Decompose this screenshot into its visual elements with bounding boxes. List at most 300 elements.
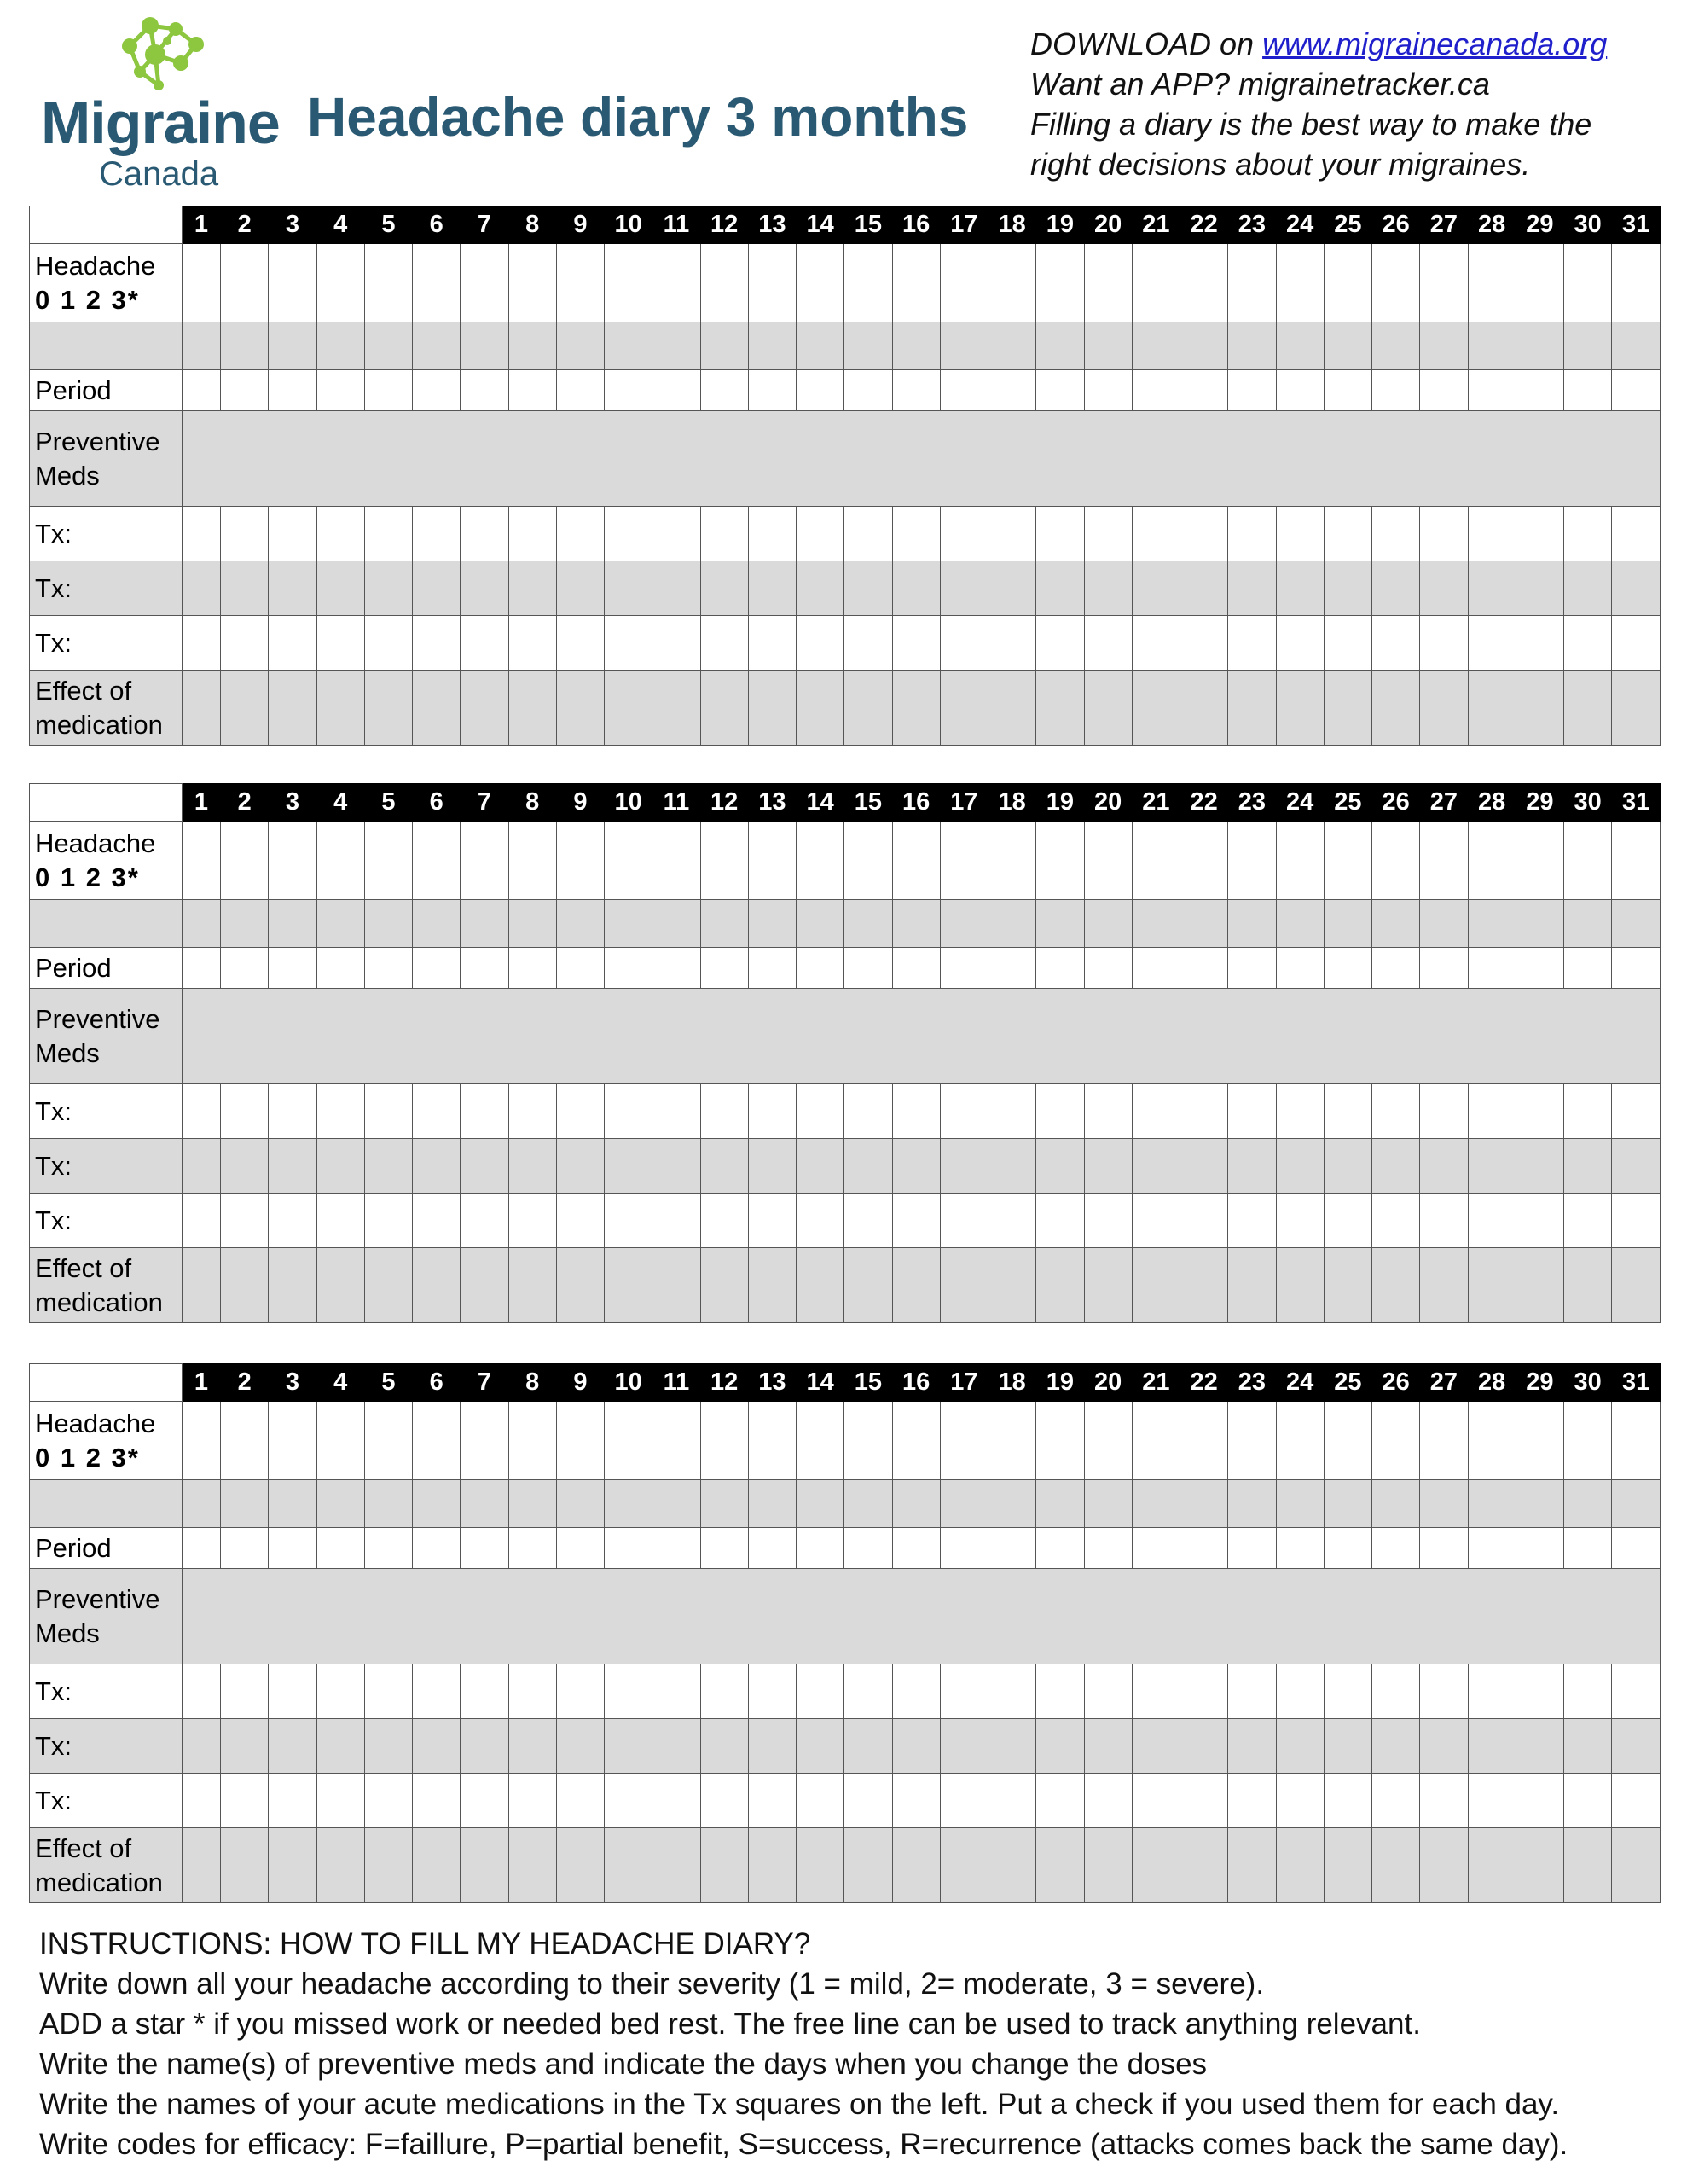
day-cell[interactable] <box>221 1719 269 1774</box>
day-cell[interactable] <box>556 616 604 671</box>
day-cell[interactable] <box>1372 1139 1420 1194</box>
day-cell[interactable] <box>700 322 748 370</box>
day-cell[interactable] <box>797 244 844 322</box>
day-cell[interactable] <box>461 1248 508 1323</box>
day-cell[interactable] <box>605 1480 652 1528</box>
day-cell[interactable] <box>605 948 652 989</box>
day-cell[interactable] <box>844 1480 892 1528</box>
day-cell[interactable] <box>940 1248 988 1323</box>
day-cell[interactable] <box>605 1402 652 1480</box>
day-cell[interactable] <box>652 1402 700 1480</box>
day-cell[interactable] <box>269 1194 316 1248</box>
day-cell[interactable] <box>221 1664 269 1719</box>
day-cell[interactable] <box>844 1719 892 1774</box>
day-cell[interactable] <box>364 1248 412 1323</box>
day-cell[interactable] <box>182 507 220 561</box>
day-cell[interactable] <box>1516 322 1563 370</box>
day-cell[interactable] <box>1372 322 1420 370</box>
day-cell[interactable] <box>413 1480 461 1528</box>
day-cell[interactable] <box>1420 561 1468 616</box>
day-cell[interactable] <box>797 1402 844 1480</box>
day-cell[interactable] <box>1612 1719 1661 1774</box>
day-cell[interactable] <box>797 822 844 900</box>
day-cell[interactable] <box>1180 561 1228 616</box>
day-cell[interactable] <box>1372 1828 1420 1903</box>
day-cell[interactable] <box>605 1139 652 1194</box>
day-cell[interactable] <box>892 561 940 616</box>
day-cell[interactable] <box>413 370 461 411</box>
day-cell[interactable] <box>364 1194 412 1248</box>
day-cell[interactable] <box>461 1402 508 1480</box>
day-cell[interactable] <box>1324 948 1371 989</box>
day-cell[interactable] <box>182 322 220 370</box>
day-cell[interactable] <box>1468 1528 1516 1569</box>
day-cell[interactable] <box>940 1480 988 1528</box>
day-cell[interactable] <box>1276 1480 1324 1528</box>
day-cell[interactable] <box>316 1719 364 1774</box>
day-cell[interactable] <box>1372 1528 1420 1569</box>
day-cell[interactable] <box>1324 671 1371 746</box>
day-cell[interactable] <box>700 507 748 561</box>
day-cell[interactable] <box>1180 1719 1228 1774</box>
day-cell[interactable] <box>1564 1480 1612 1528</box>
day-cell[interactable] <box>1276 1402 1324 1480</box>
day-cell[interactable] <box>556 1084 604 1139</box>
day-cell[interactable] <box>605 1828 652 1903</box>
day-cell[interactable] <box>1516 1194 1563 1248</box>
day-cell[interactable] <box>316 948 364 989</box>
day-cell[interactable] <box>1516 1774 1563 1828</box>
day-cell[interactable] <box>700 1528 748 1569</box>
day-cell[interactable] <box>182 244 220 322</box>
day-cell[interactable] <box>1276 1774 1324 1828</box>
day-cell[interactable] <box>1564 1828 1612 1903</box>
day-cell[interactable] <box>1228 616 1276 671</box>
day-cell[interactable] <box>1468 948 1516 989</box>
day-cell[interactable] <box>364 244 412 322</box>
preventive-meds-field[interactable] <box>182 1569 1660 1664</box>
day-cell[interactable] <box>652 1248 700 1323</box>
day-cell[interactable] <box>182 1480 220 1528</box>
day-cell[interactable] <box>605 1774 652 1828</box>
day-cell[interactable] <box>1468 1139 1516 1194</box>
day-cell[interactable] <box>1036 1084 1084 1139</box>
day-cell[interactable] <box>1564 616 1612 671</box>
day-cell[interactable] <box>1420 1719 1468 1774</box>
day-cell[interactable] <box>1516 244 1563 322</box>
day-cell[interactable] <box>844 1402 892 1480</box>
day-cell[interactable] <box>1084 1480 1132 1528</box>
day-cell[interactable] <box>1372 1480 1420 1528</box>
day-cell[interactable] <box>605 322 652 370</box>
day-cell[interactable] <box>844 1194 892 1248</box>
day-cell[interactable] <box>1564 322 1612 370</box>
day-cell[interactable] <box>508 244 556 322</box>
day-cell[interactable] <box>1228 1828 1276 1903</box>
day-cell[interactable] <box>1420 948 1468 989</box>
day-cell[interactable] <box>316 1084 364 1139</box>
day-cell[interactable] <box>844 322 892 370</box>
day-cell[interactable] <box>182 1402 220 1480</box>
day-cell[interactable] <box>1324 1248 1371 1323</box>
day-cell[interactable] <box>508 948 556 989</box>
day-cell[interactable] <box>1132 671 1180 746</box>
day-cell[interactable] <box>797 671 844 746</box>
day-cell[interactable] <box>797 1719 844 1774</box>
day-cell[interactable] <box>556 322 604 370</box>
day-cell[interactable] <box>1468 1828 1516 1903</box>
day-cell[interactable] <box>508 1828 556 1903</box>
day-cell[interactable] <box>1036 1528 1084 1569</box>
day-cell[interactable] <box>508 1719 556 1774</box>
day-cell[interactable] <box>1228 244 1276 322</box>
day-cell[interactable] <box>1468 1084 1516 1139</box>
day-cell[interactable] <box>605 1719 652 1774</box>
day-cell[interactable] <box>1084 507 1132 561</box>
day-cell[interactable] <box>1324 322 1371 370</box>
day-cell[interactable] <box>221 616 269 671</box>
day-cell[interactable] <box>1132 948 1180 989</box>
day-cell[interactable] <box>1516 948 1563 989</box>
day-cell[interactable] <box>1372 1194 1420 1248</box>
day-cell[interactable] <box>316 507 364 561</box>
day-cell[interactable] <box>1132 616 1180 671</box>
day-cell[interactable] <box>844 900 892 948</box>
day-cell[interactable] <box>652 370 700 411</box>
day-cell[interactable] <box>1276 1719 1324 1774</box>
day-cell[interactable] <box>413 822 461 900</box>
day-cell[interactable] <box>508 1402 556 1480</box>
day-cell[interactable] <box>797 1528 844 1569</box>
day-cell[interactable] <box>1420 822 1468 900</box>
day-cell[interactable] <box>1276 671 1324 746</box>
day-cell[interactable] <box>1084 616 1132 671</box>
day-cell[interactable] <box>556 1719 604 1774</box>
day-cell[interactable] <box>1324 561 1371 616</box>
day-cell[interactable] <box>269 1402 316 1480</box>
day-cell[interactable] <box>748 616 796 671</box>
day-cell[interactable] <box>269 948 316 989</box>
day-cell[interactable] <box>1084 948 1132 989</box>
day-cell[interactable] <box>508 900 556 948</box>
day-cell[interactable] <box>1372 507 1420 561</box>
day-cell[interactable] <box>316 1194 364 1248</box>
day-cell[interactable] <box>797 948 844 989</box>
day-cell[interactable] <box>556 948 604 989</box>
day-cell[interactable] <box>1612 900 1661 948</box>
day-cell[interactable] <box>1324 244 1371 322</box>
day-cell[interactable] <box>652 1828 700 1903</box>
day-cell[interactable] <box>413 671 461 746</box>
day-cell[interactable] <box>1132 900 1180 948</box>
day-cell[interactable] <box>221 1480 269 1528</box>
day-cell[interactable] <box>1468 822 1516 900</box>
day-cell[interactable] <box>1132 822 1180 900</box>
day-cell[interactable] <box>1612 1139 1661 1194</box>
day-cell[interactable] <box>797 616 844 671</box>
day-cell[interactable] <box>1516 507 1563 561</box>
day-cell[interactable] <box>364 1719 412 1774</box>
day-cell[interactable] <box>413 948 461 989</box>
day-cell[interactable] <box>1228 1194 1276 1248</box>
day-cell[interactable] <box>1084 1402 1132 1480</box>
day-cell[interactable] <box>1132 1719 1180 1774</box>
day-cell[interactable] <box>1516 1084 1563 1139</box>
day-cell[interactable] <box>988 1248 1036 1323</box>
day-cell[interactable] <box>797 1139 844 1194</box>
day-cell[interactable] <box>700 948 748 989</box>
day-cell[interactable] <box>892 507 940 561</box>
day-cell[interactable] <box>316 561 364 616</box>
day-cell[interactable] <box>413 1402 461 1480</box>
day-cell[interactable] <box>1180 1528 1228 1569</box>
day-cell[interactable] <box>1180 322 1228 370</box>
day-cell[interactable] <box>316 1402 364 1480</box>
day-cell[interactable] <box>1564 370 1612 411</box>
day-cell[interactable] <box>1612 1194 1661 1248</box>
day-cell[interactable] <box>700 1139 748 1194</box>
day-cell[interactable] <box>892 1248 940 1323</box>
day-cell[interactable] <box>221 1248 269 1323</box>
day-cell[interactable] <box>269 616 316 671</box>
day-cell[interactable] <box>1228 1139 1276 1194</box>
day-cell[interactable] <box>221 1084 269 1139</box>
day-cell[interactable] <box>269 671 316 746</box>
day-cell[interactable] <box>940 1194 988 1248</box>
day-cell[interactable] <box>748 322 796 370</box>
day-cell[interactable] <box>413 1084 461 1139</box>
day-cell[interactable] <box>940 1528 988 1569</box>
day-cell[interactable] <box>988 322 1036 370</box>
day-cell[interactable] <box>1228 1084 1276 1139</box>
day-cell[interactable] <box>797 1248 844 1323</box>
day-cell[interactable] <box>1132 1528 1180 1569</box>
day-cell[interactable] <box>700 561 748 616</box>
day-cell[interactable] <box>844 1774 892 1828</box>
day-cell[interactable] <box>1612 1480 1661 1528</box>
day-cell[interactable] <box>1516 1528 1563 1569</box>
day-cell[interactable] <box>940 671 988 746</box>
day-cell[interactable] <box>748 244 796 322</box>
day-cell[interactable] <box>1420 1664 1468 1719</box>
day-cell[interactable] <box>844 822 892 900</box>
day-cell[interactable] <box>1324 1480 1371 1528</box>
day-cell[interactable] <box>748 900 796 948</box>
day-cell[interactable] <box>700 244 748 322</box>
day-cell[interactable] <box>508 561 556 616</box>
day-cell[interactable] <box>1180 1402 1228 1480</box>
day-cell[interactable] <box>1564 1774 1612 1828</box>
day-cell[interactable] <box>1468 900 1516 948</box>
day-cell[interactable] <box>316 822 364 900</box>
day-cell[interactable] <box>652 244 700 322</box>
day-cell[interactable] <box>605 561 652 616</box>
day-cell[interactable] <box>1372 244 1420 322</box>
day-cell[interactable] <box>844 1248 892 1323</box>
day-cell[interactable] <box>413 244 461 322</box>
day-cell[interactable] <box>844 616 892 671</box>
day-cell[interactable] <box>182 1248 220 1323</box>
day-cell[interactable] <box>1036 561 1084 616</box>
day-cell[interactable] <box>221 900 269 948</box>
day-cell[interactable] <box>652 322 700 370</box>
day-cell[interactable] <box>940 1139 988 1194</box>
day-cell[interactable] <box>1132 1139 1180 1194</box>
day-cell[interactable] <box>892 1480 940 1528</box>
day-cell[interactable] <box>1324 1664 1371 1719</box>
day-cell[interactable] <box>1468 370 1516 411</box>
day-cell[interactable] <box>1372 561 1420 616</box>
day-cell[interactable] <box>748 671 796 746</box>
day-cell[interactable] <box>700 616 748 671</box>
day-cell[interactable] <box>364 1139 412 1194</box>
day-cell[interactable] <box>269 1664 316 1719</box>
day-cell[interactable] <box>1084 1084 1132 1139</box>
day-cell[interactable] <box>892 1084 940 1139</box>
day-cell[interactable] <box>652 1774 700 1828</box>
day-cell[interactable] <box>1132 1480 1180 1528</box>
day-cell[interactable] <box>1324 1194 1371 1248</box>
day-cell[interactable] <box>556 1402 604 1480</box>
day-cell[interactable] <box>1180 1664 1228 1719</box>
day-cell[interactable] <box>556 1480 604 1528</box>
day-cell[interactable] <box>988 1828 1036 1903</box>
day-cell[interactable] <box>1036 370 1084 411</box>
preventive-meds-field[interactable] <box>182 411 1660 507</box>
day-cell[interactable] <box>892 616 940 671</box>
day-cell[interactable] <box>364 1084 412 1139</box>
day-cell[interactable] <box>1228 1402 1276 1480</box>
day-cell[interactable] <box>1372 948 1420 989</box>
day-cell[interactable] <box>413 1828 461 1903</box>
day-cell[interactable] <box>461 900 508 948</box>
day-cell[interactable] <box>652 671 700 746</box>
day-cell[interactable] <box>1564 244 1612 322</box>
day-cell[interactable] <box>940 322 988 370</box>
day-cell[interactable] <box>748 1480 796 1528</box>
day-cell[interactable] <box>1228 1248 1276 1323</box>
day-cell[interactable] <box>413 1774 461 1828</box>
day-cell[interactable] <box>1180 1248 1228 1323</box>
day-cell[interactable] <box>1228 561 1276 616</box>
day-cell[interactable] <box>748 1719 796 1774</box>
day-cell[interactable] <box>1564 1248 1612 1323</box>
day-cell[interactable] <box>182 616 220 671</box>
day-cell[interactable] <box>700 822 748 900</box>
day-cell[interactable] <box>892 1528 940 1569</box>
day-cell[interactable] <box>221 1828 269 1903</box>
day-cell[interactable] <box>1372 1248 1420 1323</box>
day-cell[interactable] <box>940 1774 988 1828</box>
day-cell[interactable] <box>1180 822 1228 900</box>
day-cell[interactable] <box>413 322 461 370</box>
day-cell[interactable] <box>844 370 892 411</box>
day-cell[interactable] <box>556 244 604 322</box>
day-cell[interactable] <box>1036 948 1084 989</box>
day-cell[interactable] <box>182 561 220 616</box>
day-cell[interactable] <box>1564 1084 1612 1139</box>
day-cell[interactable] <box>221 1402 269 1480</box>
day-cell[interactable] <box>1324 1139 1371 1194</box>
day-cell[interactable] <box>940 822 988 900</box>
day-cell[interactable] <box>461 948 508 989</box>
day-cell[interactable] <box>1276 616 1324 671</box>
day-cell[interactable] <box>700 1664 748 1719</box>
day-cell[interactable] <box>652 1084 700 1139</box>
day-cell[interactable] <box>1564 1719 1612 1774</box>
day-cell[interactable] <box>461 507 508 561</box>
day-cell[interactable] <box>748 822 796 900</box>
day-cell[interactable] <box>1084 1248 1132 1323</box>
day-cell[interactable] <box>892 900 940 948</box>
day-cell[interactable] <box>413 616 461 671</box>
day-cell[interactable] <box>182 1194 220 1248</box>
day-cell[interactable] <box>1036 900 1084 948</box>
day-cell[interactable] <box>1276 244 1324 322</box>
day-cell[interactable] <box>652 507 700 561</box>
day-cell[interactable] <box>892 370 940 411</box>
day-cell[interactable] <box>797 507 844 561</box>
day-cell[interactable] <box>1612 671 1661 746</box>
day-cell[interactable] <box>1036 1248 1084 1323</box>
day-cell[interactable] <box>748 1774 796 1828</box>
day-cell[interactable] <box>748 1664 796 1719</box>
day-cell[interactable] <box>269 1480 316 1528</box>
day-cell[interactable] <box>364 370 412 411</box>
day-cell[interactable] <box>1180 507 1228 561</box>
day-cell[interactable] <box>1228 900 1276 948</box>
day-cell[interactable] <box>1036 822 1084 900</box>
day-cell[interactable] <box>1276 1139 1324 1194</box>
day-cell[interactable] <box>605 370 652 411</box>
day-cell[interactable] <box>508 1248 556 1323</box>
day-cell[interactable] <box>269 322 316 370</box>
day-cell[interactable] <box>797 322 844 370</box>
day-cell[interactable] <box>605 900 652 948</box>
day-cell[interactable] <box>1468 1402 1516 1480</box>
day-cell[interactable] <box>1084 370 1132 411</box>
day-cell[interactable] <box>508 616 556 671</box>
day-cell[interactable] <box>1612 507 1661 561</box>
day-cell[interactable] <box>182 900 220 948</box>
day-cell[interactable] <box>748 1084 796 1139</box>
day-cell[interactable] <box>1180 1774 1228 1828</box>
day-cell[interactable] <box>1372 900 1420 948</box>
day-cell[interactable] <box>1612 1774 1661 1828</box>
day-cell[interactable] <box>892 1139 940 1194</box>
day-cell[interactable] <box>1420 671 1468 746</box>
day-cell[interactable] <box>1612 1402 1661 1480</box>
day-cell[interactable] <box>1516 1664 1563 1719</box>
day-cell[interactable] <box>221 507 269 561</box>
day-cell[interactable] <box>844 244 892 322</box>
day-cell[interactable] <box>1564 1402 1612 1480</box>
day-cell[interactable] <box>1420 1084 1468 1139</box>
day-cell[interactable] <box>988 900 1036 948</box>
day-cell[interactable] <box>1612 1664 1661 1719</box>
day-cell[interactable] <box>700 1828 748 1903</box>
day-cell[interactable] <box>556 671 604 746</box>
day-cell[interactable] <box>1324 370 1371 411</box>
day-cell[interactable] <box>605 822 652 900</box>
day-cell[interactable] <box>1468 1719 1516 1774</box>
day-cell[interactable] <box>461 1084 508 1139</box>
day-cell[interactable] <box>1468 671 1516 746</box>
day-cell[interactable] <box>1228 507 1276 561</box>
day-cell[interactable] <box>508 1528 556 1569</box>
day-cell[interactable] <box>1228 1664 1276 1719</box>
day-cell[interactable] <box>700 370 748 411</box>
